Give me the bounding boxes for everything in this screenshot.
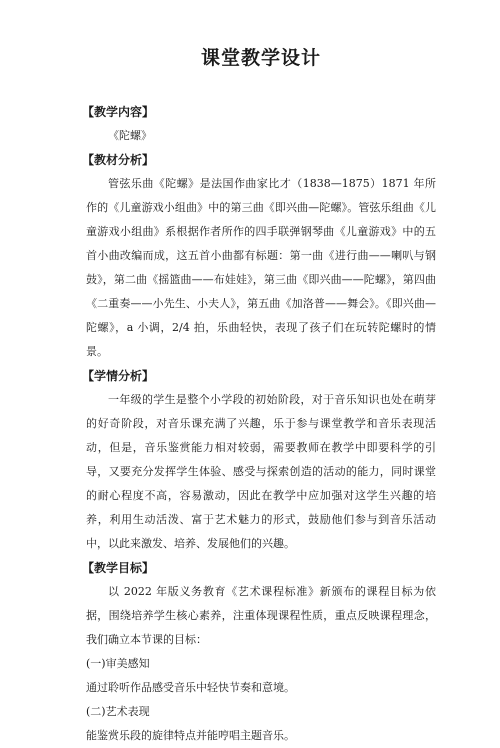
paragraph: 《陀螺》	[108, 129, 152, 142]
section-heading: 【学情分析】	[82, 369, 155, 383]
goal-aesthetic-perception	[86, 652, 436, 700]
paragraph: 一年级的学生是整个小学段的初始阶段，对于音乐知识也处在萌芽的好奇阶段，对音乐课充满了兴趣，乐于参与课堂教学和音乐表现活动，但是，音乐鉴赏能力相对较弱，需要教师在教学中即要科学的引导，又要充分发挥学生体验、感受与探索创造的活动的能力，同时课堂的耐心程度不高，容易激动，因此在教学中应加强对这学生兴趣的培养，利用生动活泼、富于艺术魅力的形式，鼓励他们参与到音乐活动中，以此来激发、培养、发展他们的兴趣。	[86, 393, 436, 550]
section-teaching-content	[82, 100, 436, 148]
section-student-analysis	[82, 364, 436, 556]
section-heading: 【教学内容】	[82, 105, 155, 119]
goal-artistic-expression	[86, 700, 436, 748]
goal-label: (二)艺术表现	[86, 705, 150, 718]
goal-text: 通过聆听作品感受音乐中轻快节奏和意境。	[86, 681, 295, 694]
goal-label: (一)审美感知	[86, 657, 150, 670]
paragraph: 以 2022 年版义务教育《艺术课程标准》新颁布的课程目标为依据，围绕培养学生核心素养，注重体现课程性质，重点反映课程理念，我们确立本节课的目标：	[86, 585, 436, 646]
document-title: 课堂教学设计	[200, 47, 321, 69]
section-material-analysis	[82, 148, 436, 364]
section-heading: 【教学目标】	[82, 561, 155, 575]
paragraph: 管弦乐曲《陀螺》是法国作曲家比才（1838—1875）1871 年所作的《儿童游戏小组曲》中的第三曲《即兴曲—陀螺》。管弦乐组曲《儿童游戏小组曲》系根据作者所作的四手联弹钢琴曲《儿童游戏》中的五首小曲改编而成，这五首小曲都有标题：第一曲《进行曲——喇叭与钢鼓》，第二曲《摇篮曲——布娃娃》，第三曲《即兴曲——陀螺》，第四曲《二重奏——小先生、小夫人》，第五曲《加洛普——舞会》。《即兴曲—陀螺》，a 小调，2/4 拍，乐曲轻快，表现了孩子们在玩转陀螺时的情景。	[86, 177, 436, 358]
goal-text: 能鉴赏乐段的旋律特点并能哼唱主题音乐。	[86, 729, 295, 742]
section-teaching-goals	[82, 556, 436, 748]
section-heading: 【教材分析】	[82, 153, 155, 167]
